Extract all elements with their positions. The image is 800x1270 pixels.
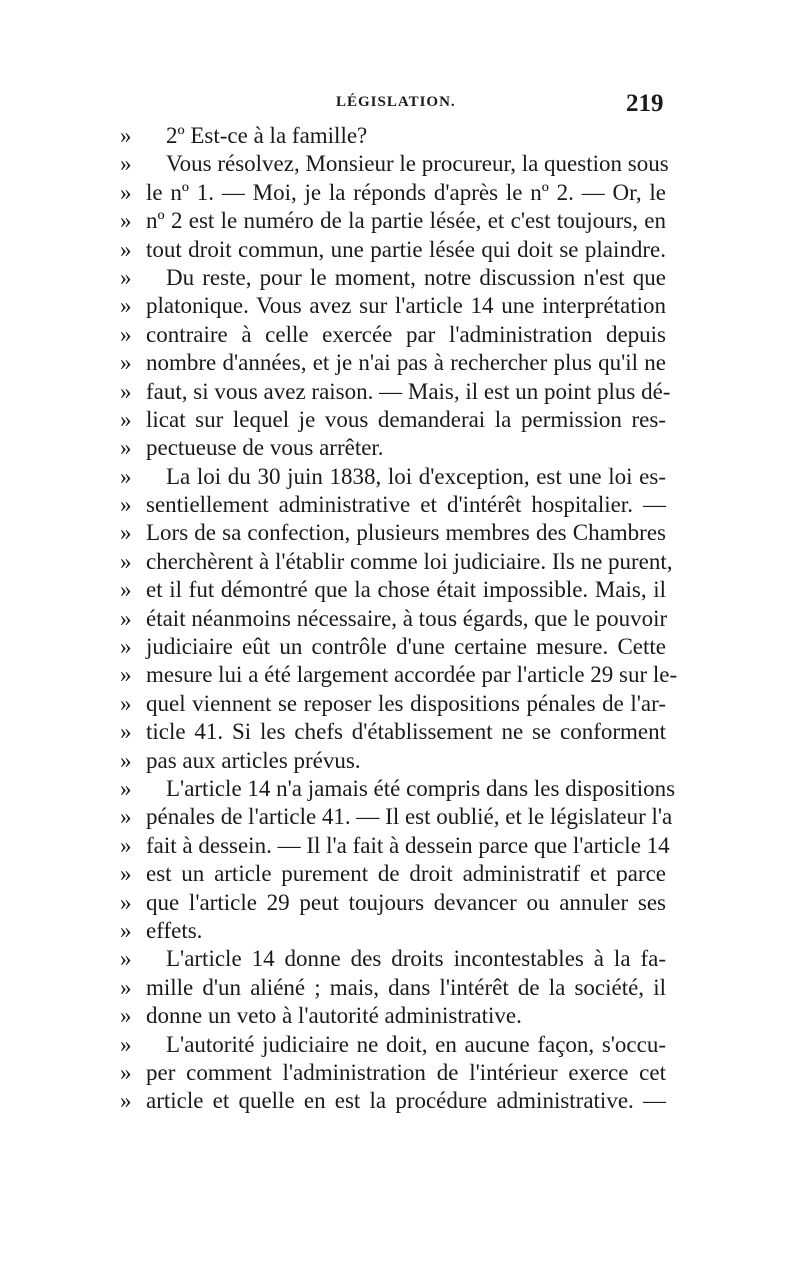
- quote-marker: »: [120, 917, 132, 943]
- text-line: [0, 292, 800, 320]
- quote-marker: »: [120, 634, 132, 660]
- quote-marker: »: [120, 350, 132, 376]
- quote-marker: »: [120, 179, 132, 205]
- text-line: [0, 519, 800, 547]
- text-line: [0, 349, 800, 377]
- quote-marker: »: [120, 492, 132, 518]
- quote-marker: »: [120, 861, 132, 887]
- line-text: L'article 14 n'a jamais été compris dans les dispositions: [166, 775, 676, 801]
- text-line: [0, 576, 800, 604]
- text-line: [0, 633, 800, 661]
- text-line: [0, 974, 800, 1002]
- line-text: pectueuse de vous arrêter.: [146, 435, 384, 461]
- quote-marker: »: [120, 321, 132, 347]
- line-text: platonique. Vous avez sur l'article 14 une interprétation: [146, 293, 666, 319]
- text-line: [0, 661, 800, 689]
- quote-marker: »: [120, 1059, 132, 1085]
- page-header: [0, 92, 800, 122]
- line-text: faut, si vous avez raison. — Mais, il est un point plus dé-: [146, 378, 671, 404]
- quote-marker: »: [120, 435, 132, 461]
- quote-marker: »: [120, 123, 132, 148]
- line-text: Lors de sa confection, plusieurs membres des Chambres: [146, 520, 666, 546]
- line-text: fait à dessein. — Il l'a fait à dessein parce que l'article 14: [146, 832, 670, 858]
- line-text: pas aux articles prévus.: [146, 747, 361, 773]
- running-title: LÉGISLATION.: [336, 94, 456, 110]
- line-text: donne un veto à l'autorité administrative.: [146, 1003, 522, 1029]
- text-line: [0, 747, 800, 775]
- body-text: [0, 122, 800, 1116]
- line-text: ticle 41. Si les chefs d'établissement ne se conforment: [146, 719, 666, 745]
- quote-marker: »: [120, 605, 132, 631]
- quote-marker: »: [120, 1088, 132, 1114]
- quote-marker: »: [120, 1003, 132, 1029]
- text-line: [0, 236, 800, 264]
- line-text: L'autorité judiciaire ne doit, en aucune façon, s'occu-: [166, 1031, 666, 1057]
- text-line: [0, 889, 800, 917]
- line-text: cherchèrent à l'établir comme loi judiciaire. Ils ne purent,: [146, 548, 673, 574]
- text-line: [0, 605, 800, 633]
- text-line: [0, 406, 800, 434]
- text-line: [0, 1002, 800, 1030]
- text-line: [0, 264, 800, 292]
- line-text: quel viennent se reposer les dispositions pénales de l'ar-: [146, 690, 666, 716]
- quote-marker: »: [120, 577, 132, 603]
- line-text: tout droit commun, une partie lésée qui doit se plaindre.: [146, 236, 666, 262]
- text-line: [0, 775, 800, 803]
- line-text: le nº 1. — Moi, je la réponds d'après le nº 2. — Or, le: [146, 179, 666, 205]
- quote-marker: »: [120, 520, 132, 546]
- quote-marker: »: [120, 236, 132, 262]
- line-text: contraire à celle exercée par l'administration depuis: [146, 321, 666, 347]
- quote-marker: »: [120, 889, 132, 915]
- text-line: [0, 1031, 800, 1059]
- text-line: [0, 321, 800, 349]
- quote-marker: »: [120, 463, 132, 489]
- text-line: [0, 434, 800, 462]
- text-line: [0, 150, 800, 178]
- quote-marker: »: [120, 548, 132, 574]
- line-text: article et quelle en est la procédure administrative. —: [146, 1088, 666, 1114]
- quote-marker: »: [120, 974, 132, 1000]
- quote-marker: »: [120, 378, 132, 404]
- text-line: [0, 463, 800, 491]
- page-number: 219: [626, 90, 664, 117]
- quote-marker: »: [120, 293, 132, 319]
- quote-marker: »: [120, 264, 132, 290]
- quote-marker: »: [120, 775, 132, 801]
- line-text: mesure lui a été largement accordée par l'article 29 sur le-: [146, 662, 678, 688]
- line-text: et il fut démontré que la chose était impossible. Mais, il: [146, 577, 666, 603]
- text-line: [0, 1059, 800, 1087]
- line-text: mille d'un aliéné ; mais, dans l'intérêt de la société, il: [146, 974, 666, 1000]
- text-line: [0, 917, 800, 945]
- line-text: pénales de l'article 41. — Il est oublié, et le législateur l'a: [146, 804, 673, 830]
- line-text: judiciaire eût un contrôle d'une certaine mesure. Cette: [146, 634, 666, 660]
- quote-marker: »: [120, 662, 132, 688]
- quote-marker: »: [120, 1031, 132, 1057]
- line-text: sentiellement administrative et d'intérêt hospitalier. —: [146, 492, 666, 518]
- text-line: [0, 945, 800, 973]
- line-text: Du reste, pour le moment, notre discussion n'est que: [166, 264, 666, 290]
- text-line: [0, 179, 800, 207]
- text-line: [0, 378, 800, 406]
- quote-marker: »: [120, 208, 132, 234]
- line-text: La loi du 30 juin 1838, loi d'exception, est une loi es-: [166, 463, 666, 489]
- line-text: 2º Est-ce à la famille?: [166, 123, 368, 148]
- quote-marker: »: [120, 832, 132, 858]
- line-text: est un article purement de droit administratif et parce: [146, 861, 666, 887]
- quote-marker: »: [120, 946, 132, 972]
- text-line: [0, 207, 800, 235]
- line-text: nombre d'années, et je n'ai pas à rechercher plus qu'il ne: [146, 350, 666, 376]
- line-text: était néanmoins nécessaire, à tous égards, que le pouvoir: [146, 605, 668, 631]
- line-text: nº 2 est le numéro de la partie lésée, et c'est toujours, en: [146, 208, 666, 234]
- quote-marker: »: [120, 406, 132, 432]
- line-text: L'article 14 donne des droits incontestables à la fa-: [166, 946, 666, 972]
- line-text: effets.: [146, 917, 203, 943]
- quote-marker: »: [120, 747, 132, 773]
- line-text: per comment l'administration de l'intérieur exerce cet: [146, 1059, 666, 1085]
- text-line: [0, 860, 800, 888]
- text-line: [0, 690, 800, 718]
- quote-marker: »: [120, 690, 132, 716]
- text-line: [0, 1087, 800, 1115]
- line-text: que l'article 29 peut toujours devancer ou annuler ses: [146, 889, 666, 915]
- quote-marker: »: [120, 719, 132, 745]
- text-line: [0, 803, 800, 831]
- quote-marker: »: [120, 804, 132, 830]
- text-line: [0, 122, 800, 150]
- text-line: [0, 548, 800, 576]
- quote-marker: »: [120, 151, 132, 177]
- text-line: [0, 718, 800, 746]
- line-text: licat sur lequel je vous demanderai la permission res-: [146, 406, 666, 432]
- text-line: [0, 832, 800, 860]
- line-text: Vous résolvez, Monsieur le procureur, la question sous: [166, 151, 669, 177]
- text-line: [0, 491, 800, 519]
